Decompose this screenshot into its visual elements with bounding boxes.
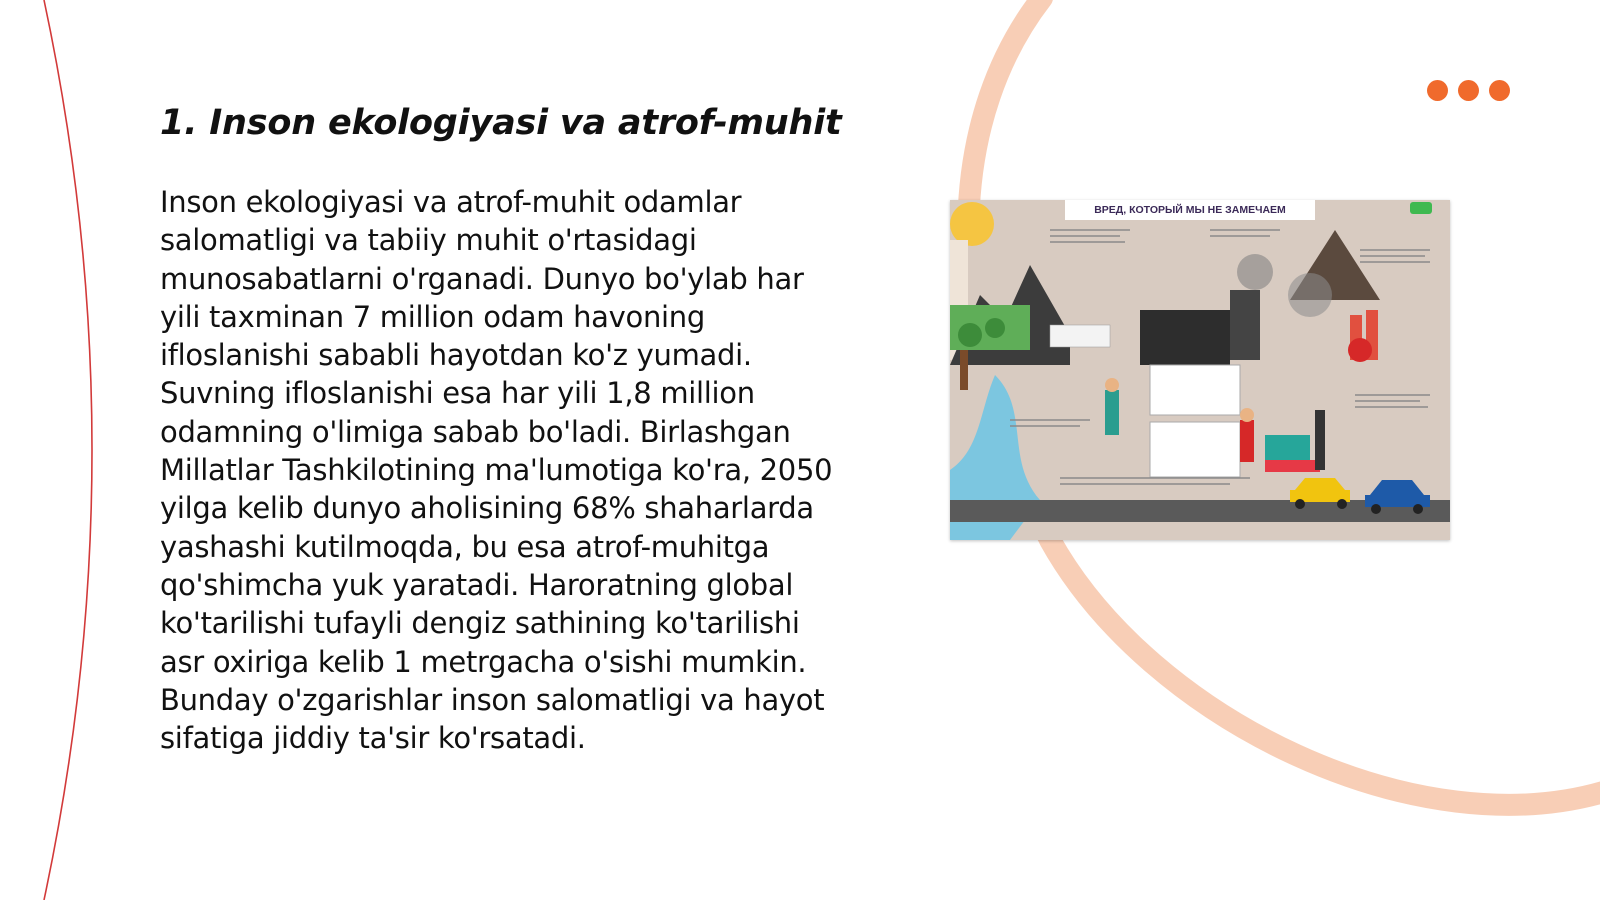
slide-body-text: Inson ekologiyasi va atrof-muhit odamlar salomatligi va tabiiy muhit o'rtasidagi munosabatlarni o'rganadi. Dunyo bo'ylab har yili taxminan 7 million odam havoning ifloslanishi sababli hayotdan ko'z yumadi. Suvning ifloslanishi esa har yili 1,8 million odamning o'limiga sabab bo'ladi. Birlashgan Millatlar Tashkilotining ma'lumotiga ko'ra, 2050 yilga kelib dunyo aholisining 68% shaharlarda yashashi kutilmoqda, bu esa atrof-muhitga qo'shimcha yuk yaratadi. Haroratning global ko'tarilishi tufayli dengiz sathining ko'tarilishi asr oxiriga kelib 1 metrgacha o'sishi mumkin. Bunday o'zgarishlar inson salomatligi va hayot sifatiga jiddiy ta'sir ko'rsatadi. bbox=[160, 185, 833, 756]
infographic-image bbox=[950, 200, 1450, 540]
left-arc-decoration bbox=[0, 0, 120, 900]
slide-title: 1. Inson ekologiyasi va atrof-muhit bbox=[160, 103, 842, 143]
dot-2 bbox=[1458, 80, 1479, 101]
dot-1 bbox=[1427, 80, 1448, 101]
dot-3 bbox=[1489, 80, 1510, 101]
infographic-illustration bbox=[950, 200, 1450, 540]
dots-decoration bbox=[1427, 80, 1510, 101]
infographic-banner: ВРЕД, КОТОРЫЙ МЫ НЕ ЗАМЕЧАЕМ bbox=[1065, 200, 1315, 220]
